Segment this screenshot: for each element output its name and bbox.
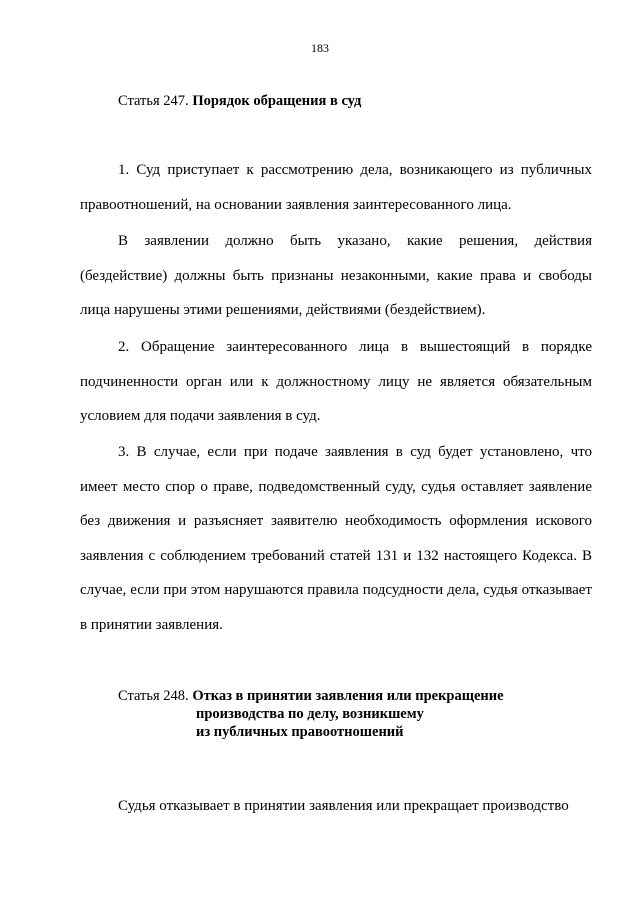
article-248-title-line-3: из публичных правоотношений: [196, 724, 404, 740]
article-247-title: Порядок обращения в суд: [192, 93, 362, 109]
article-248-title-line-2: производства по делу, возникшему: [196, 706, 424, 722]
article-248-heading: [118, 687, 504, 741]
article-247-heading: [118, 92, 361, 110]
article-247-paragraph-3: 2. Обращение заинтересованного лица в вышестоящий в порядке подчиненности орган или к должностному лицу не является обязательным условием для подачи заявления в суд.: [80, 339, 592, 424]
article-247-paragraph-1: 1. Суд приступает к рассмотрению дела, возникающего из публичных правоотношений, на основании заявления заинтересованного лица.: [80, 162, 592, 213]
article-248-paragraph-1: Судья отказывает в принятии заявления или прекращает производство: [118, 798, 569, 814]
page-number: 183: [311, 41, 329, 55]
article-247-prefix: Статья 247.: [118, 93, 189, 109]
article-248-title-line-1: Отказ в принятии заявления или прекращение: [192, 688, 504, 704]
article-248-prefix: Статья 248.: [118, 688, 189, 704]
article-247-paragraph-4: 3. В случае, если при подаче заявления в суд будет установлено, что имеет место спор о праве, подведомственный суду, судья оставляет заявление без движения и разъясняет заявителю необходимость оформления искового заявления с соблюдением требований статей 131 и 132 настоящего Кодекса. В случае, если при этом нарушаются правила подсудности дела, судья отказывает в принятии заявления.: [80, 444, 592, 633]
article-247-paragraph-2: В заявлении должно быть указано, какие решения, действия (бездействие) должны быть признаны незаконными, какие права и свободы лица нарушены этими решениями, действиями (бездействием).: [80, 233, 592, 318]
